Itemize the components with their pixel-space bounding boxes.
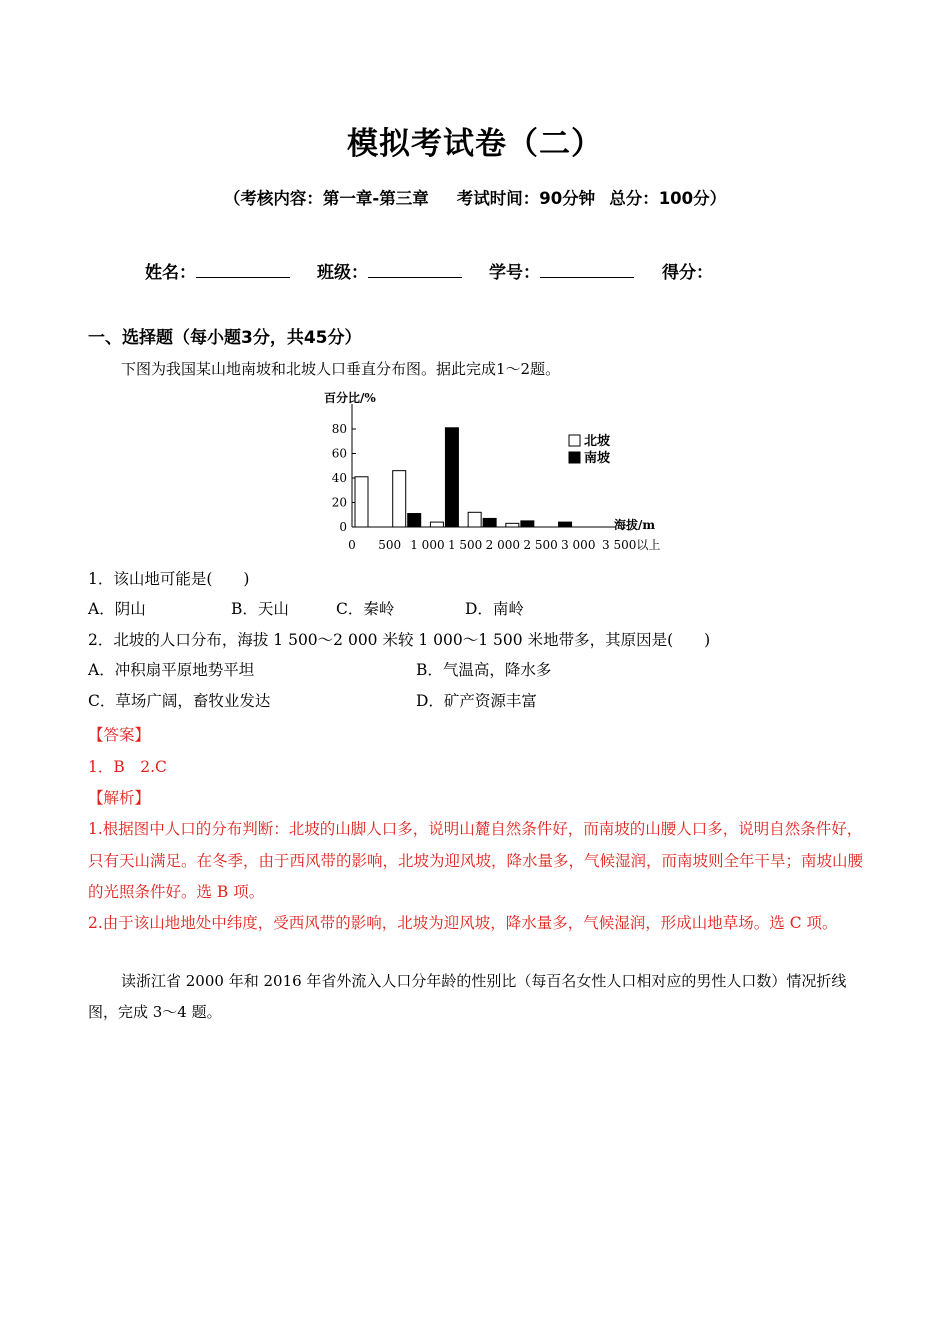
q1-option-d[interactable]: D．南岭 [465, 600, 524, 618]
question-1-stem: 1．该山地可能是( ) [88, 570, 250, 588]
class-blank[interactable] [368, 263, 462, 278]
section-heading: 一、选择题（每小题3分，共45分） [88, 328, 362, 348]
answer-label: 【答案】 [88, 726, 151, 744]
name-label: 姓名： [145, 263, 196, 283]
bar-south-slope [521, 521, 534, 527]
exam-subtitle [0, 185, 950, 209]
q1-option-a[interactable]: A．阴山 [88, 600, 146, 618]
y-tick-label: 40 [331, 471, 347, 485]
q1-option-c[interactable]: C．秦岭 [336, 600, 395, 618]
bar-north-slope [468, 512, 481, 527]
score-label: 得分： [662, 263, 713, 283]
exam-content-scope: （考核内容：第一章-第三章 [223, 189, 429, 208]
y-tick-label: 0 [339, 520, 347, 534]
analysis-label: 【解析】 [88, 789, 151, 807]
y-tick-label: 80 [331, 422, 347, 436]
exam-total-score: 总分：100分） [609, 189, 727, 208]
bar-north-slope [393, 471, 406, 527]
question-2-stem: 2．北坡的人口分布，海拔 1 500～2 000 米较 1 000～1 500 米地带多，其原因是( ) [88, 631, 711, 649]
bar-south-slope [483, 518, 496, 527]
class-label: 班级： [317, 263, 368, 283]
legend-label: 南坡 [584, 451, 611, 466]
legend-label: 北坡 [584, 434, 611, 449]
x-tick-label: 3 000 [561, 538, 596, 552]
analysis-paragraph-2: 2.由于该山地地处中纬度，受西风带的影响，北坡为迎风坡，降水量多，气候湿润，形成山地草场。选 C 项。 [88, 914, 838, 932]
analysis-paragraph-1: 1.根据图中人口的分布判断：北坡的山脚人口多，说明山麓自然条件好，而南坡的山腰人口多，说明自然条件好，只有天山满足。在冬季，由于西风带的影响，北坡为迎风坡，降水量多，气候湿润，而南坡则全年干旱；南坡山腰的光照条件好。选 B 项。 [88, 820, 864, 901]
class-field[interactable] [317, 258, 462, 283]
student-id-field[interactable] [489, 258, 634, 283]
x-tick-label: 1 500 [447, 538, 483, 552]
bar-north-slope [506, 523, 519, 527]
q2-option-d[interactable]: D．矿产资源丰富 [416, 692, 537, 710]
y-tick-label: 60 [331, 446, 347, 461]
student-id-label: 学号： [489, 263, 540, 283]
x-tick-label: 3 500以上 [602, 538, 661, 552]
x-tick-label: 500 [378, 538, 402, 552]
y-tick-label: 20 [331, 495, 347, 510]
x-tick-label: 2 500 [523, 538, 558, 552]
population-vertical-distribution-chart [318, 386, 668, 558]
bar-north-slope [355, 477, 368, 527]
x-axis-label: 海拔/m [614, 518, 656, 532]
bar-south-slope [559, 522, 572, 527]
bar-south-slope [445, 428, 458, 527]
exam-time: 考试时间：90分钟 [456, 189, 596, 208]
bar-south-slope [408, 514, 421, 527]
bar-north-slope [430, 522, 443, 527]
legend-swatch [569, 452, 580, 463]
x-tick-label: 0 [348, 538, 356, 552]
answer-text: 1．B 2.C [88, 758, 167, 776]
name-blank[interactable] [196, 263, 290, 278]
legend-swatch [569, 435, 580, 446]
name-field[interactable] [145, 258, 290, 283]
q1-option-b[interactable]: B．天山 [231, 600, 289, 618]
chart-intro: 下图为我国某山地南坡和北坡人口垂直分布图。据此完成1～2题。 [121, 360, 561, 378]
q2-option-c[interactable]: C．草场广阔，畜牧业发达 [88, 692, 271, 710]
q2-option-b[interactable]: B．气温高，降水多 [416, 661, 552, 679]
y-axis-label: 百分比/% [324, 391, 376, 405]
student-id-blank[interactable] [540, 263, 634, 278]
score-field [662, 258, 713, 283]
next-question-intro: 读浙江省 2000 年和 2016 年省外流入人口分年龄的性别比（每百名女性人口相对应的男性人口数）情况折线图，完成 3～4 题。 [88, 972, 847, 1021]
q2-option-a[interactable]: A．冲积扇平原地势平坦 [88, 661, 255, 679]
page-title: 模拟考试卷（二） [347, 126, 603, 162]
x-tick-label: 1 000 [410, 538, 445, 552]
x-tick-label: 2 000 [485, 538, 521, 552]
